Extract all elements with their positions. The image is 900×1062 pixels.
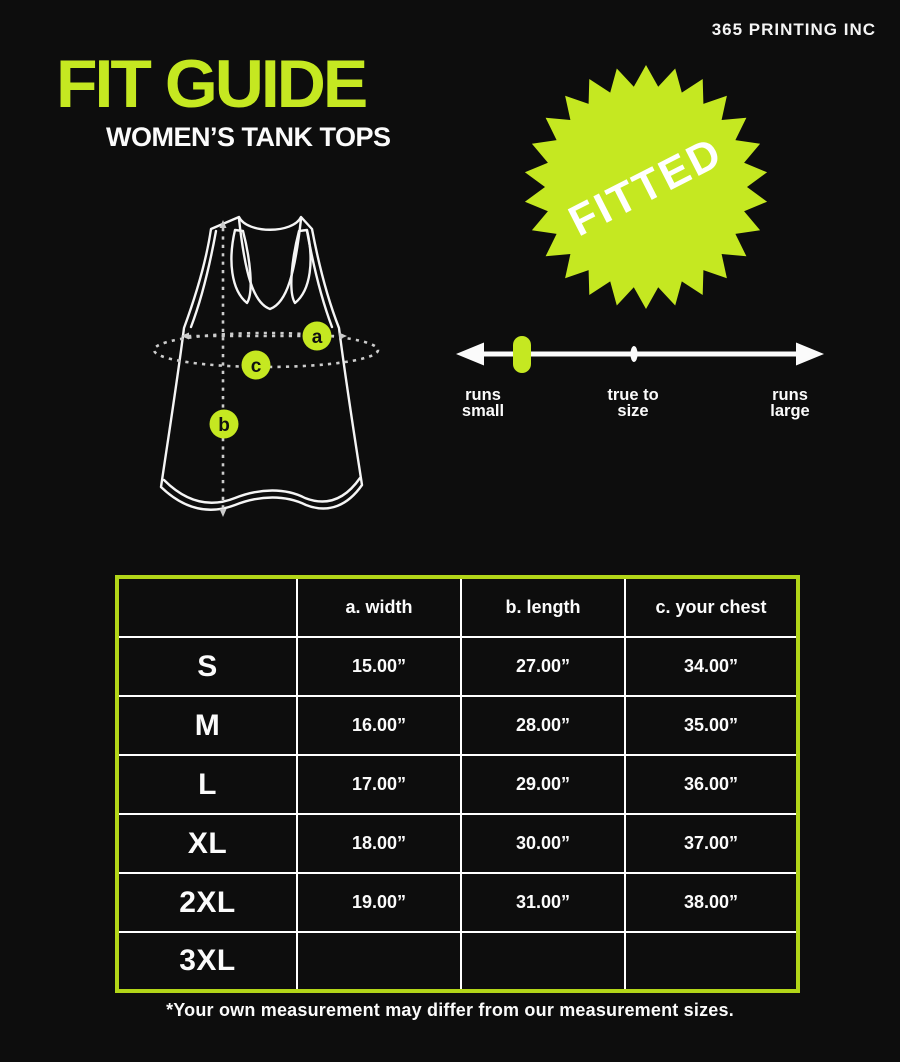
table-row-l [117, 755, 798, 814]
length-value: 30.00” [461, 814, 625, 873]
scale-arrow-left-icon [456, 343, 484, 366]
marker-c-label: c [250, 356, 262, 377]
size-table-header-length: b. length [461, 577, 625, 637]
scale-center-tick [630, 346, 637, 362]
marker-b-label: b [218, 415, 230, 436]
width-value [297, 932, 461, 991]
scale-label-runs-large-line1: runs [772, 386, 808, 404]
width-arrow-right-icon [339, 333, 347, 340]
fit-scale [450, 325, 830, 385]
scale-marker [513, 336, 531, 373]
scale-label-true-to-size-line2: size [617, 402, 649, 420]
chest-value: 34.00” [625, 637, 798, 696]
width-value: 17.00” [297, 755, 461, 814]
fitted-badge [521, 62, 771, 312]
size-label: 3XL [117, 932, 297, 991]
page-subtitle: WOMEN’S TANK TOPS [106, 122, 391, 152]
table-row-m [117, 696, 798, 755]
table-row-xl [117, 814, 798, 873]
scale-label-true-to-size [583, 387, 683, 419]
scale-label-runs-large-line2: large [770, 402, 810, 420]
chest-value: 38.00” [625, 873, 798, 932]
tank-armhole-left-line [191, 231, 216, 327]
size-label: S [117, 637, 297, 696]
chest-value: 36.00” [625, 755, 798, 814]
length-arrow-bottom-icon [220, 509, 227, 517]
size-table-header-row [117, 577, 798, 637]
length-value: 28.00” [461, 696, 625, 755]
size-label: XL [117, 814, 297, 873]
scale-label-runs-large [740, 387, 840, 419]
table-row-3xl [117, 932, 798, 991]
width-value: 15.00” [297, 637, 461, 696]
size-label: L [117, 755, 297, 814]
length-value: 31.00” [461, 873, 625, 932]
width-value: 16.00” [297, 696, 461, 755]
table-row-s [117, 637, 798, 696]
scale-arrow-right-icon [796, 343, 824, 366]
marker-a-label: a [311, 327, 323, 348]
measurement-disclaimer: *Your own measurement may differ from our measurement sizes. [166, 1000, 734, 1020]
page-title: FIT GUIDE [56, 46, 366, 122]
size-label: M [117, 696, 297, 755]
width-value: 19.00” [297, 873, 461, 932]
chest-value: 37.00” [625, 814, 798, 873]
chest-value [625, 932, 798, 991]
length-value: 29.00” [461, 755, 625, 814]
scale-label-true-to-size-line1: true to [607, 386, 659, 404]
chest-value: 35.00” [625, 696, 798, 755]
length-value [461, 932, 625, 991]
size-table-header-empty [117, 577, 297, 637]
table-row-2xl [117, 873, 798, 932]
tank-diagram [150, 198, 420, 530]
size-label: 2XL [117, 873, 297, 932]
scale-label-runs-small-line1: runs [465, 386, 501, 404]
size-table-header-chest: c. your chest [625, 577, 798, 637]
length-value: 27.00” [461, 637, 625, 696]
scale-label-runs-small [433, 387, 533, 419]
size-table-header-width: a. width [297, 577, 461, 637]
scale-label-runs-small-line2: small [461, 402, 505, 420]
width-value: 18.00” [297, 814, 461, 873]
size-table [115, 575, 800, 993]
brand-text: 365 PRINTING INC [711, 20, 876, 39]
badge-label: FITTED [561, 128, 731, 246]
